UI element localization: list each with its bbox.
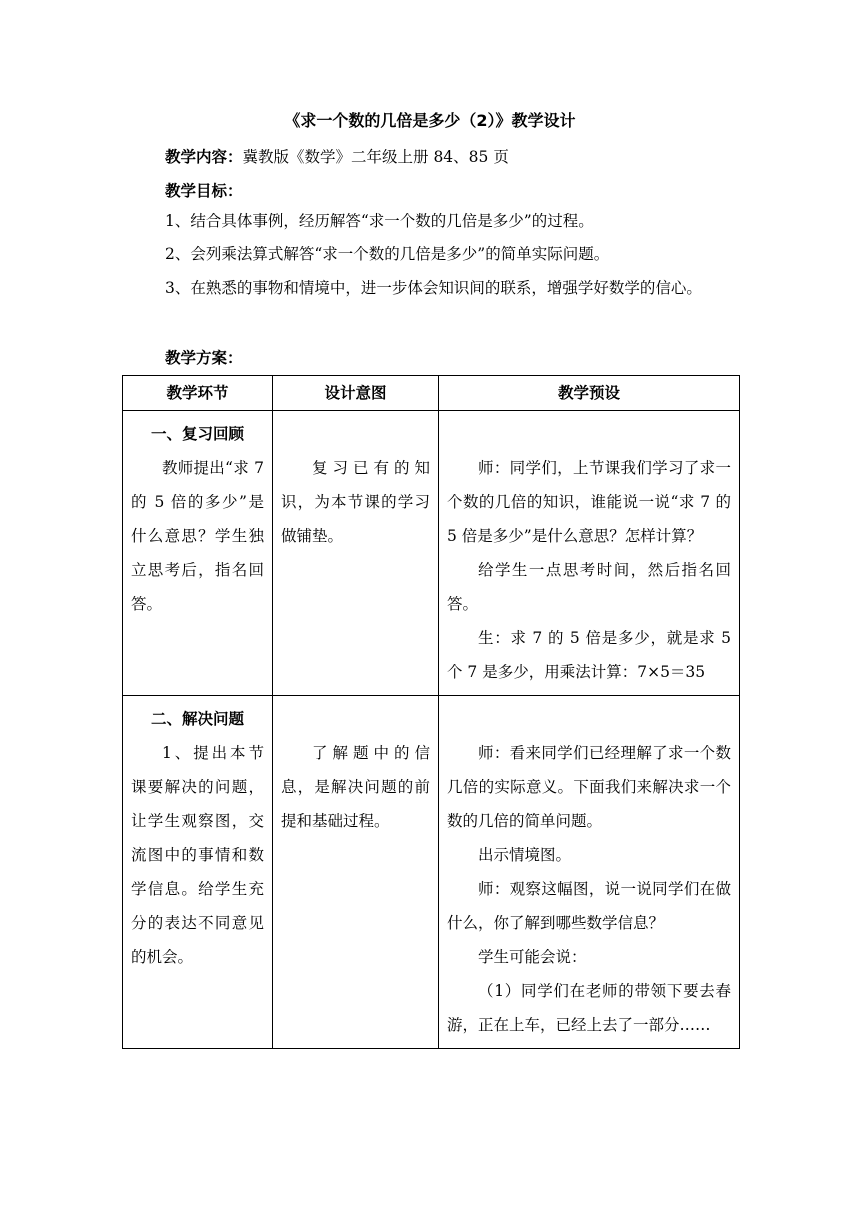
preset-paragraph: 学生可能会说：	[478, 948, 587, 966]
document-title: 《求一个数的几倍是多少（2）》教学设计	[284, 111, 576, 130]
teaching-content-label: 教学内容：	[165, 148, 243, 166]
teaching-goals-label: 教学目标：	[165, 182, 243, 200]
teaching-content-value: 冀教版《数学》二年级上册 84、85 页	[242, 148, 509, 166]
intent-cell	[273, 411, 439, 696]
section-title: 一、复习回顾	[150, 425, 244, 443]
intent-cell	[273, 696, 439, 1049]
stage-text: 教师提出“求 7 的 5 倍的多少”是什么意思？学生独立思考后，指名回答。	[131, 459, 264, 613]
table-row	[123, 696, 740, 1049]
goal-item-2: 2、会列乘法算式解答“求一个数的几倍是多少”的简单实际问题。	[165, 245, 610, 263]
header-preset: 教学预设	[439, 376, 740, 411]
stage-cell	[123, 696, 273, 1049]
preset-cell	[439, 696, 740, 1049]
goal-item-1: 1、结合具体事例，经历解答“求一个数的几倍是多少”的过程。	[165, 212, 594, 230]
preset-paragraph: 给学生一点思考时间，然后指名回答。	[447, 561, 731, 613]
goal-item-3: 3、在熟悉的事物和情境中，进一步体会知识间的联系，增强学好数学的信心。	[165, 279, 702, 297]
preset-cell	[439, 411, 740, 696]
table-header-row	[123, 376, 740, 411]
intent-text: 复习已有的知识，为本节课的学习做铺垫。	[281, 459, 430, 545]
stage-cell	[123, 411, 273, 696]
preset-paragraph: 生：求 7 的 5 倍是多少，就是求 5 个 7 是多少，用乘法计算：7×5＝35	[447, 629, 731, 681]
teaching-content-line	[165, 146, 509, 168]
section-title: 二、解决问题	[150, 710, 244, 728]
preset-paragraph: 师：看来同学们已经理解了求一个数几倍的实际意义。下面我们来解决求一个数的几倍的简单问题。	[447, 744, 731, 830]
teaching-plan-label: 教学方案：	[165, 349, 243, 367]
header-intent: 设计意图	[273, 376, 439, 411]
stage-text: 1、提出本节课要解决的问题，让学生观察图，交流图中的事情和数学信息。给学生充分的表达不同意见的机会。	[131, 744, 264, 966]
header-stage: 教学环节	[123, 376, 273, 411]
preset-paragraph: （1）同学们在老师的带领下要去春游，正在上车，已经上去了一部分……	[447, 982, 731, 1034]
table-row	[123, 411, 740, 696]
preset-paragraph: 出示情境图。	[478, 846, 572, 864]
preset-paragraph: 师：同学们，上节课我们学习了求一个数的几倍的知识，谁能说一说“求 7 的 5 倍是多少”是什么意思？怎样计算？	[447, 459, 731, 545]
lesson-plan-table	[122, 375, 740, 1049]
preset-paragraph: 师：观察这幅图，说一说同学们在做什么，你了解到哪些数学信息？	[447, 880, 731, 932]
intent-text: 了解题中的信息，是解决问题的前提和基础过程。	[281, 744, 430, 830]
